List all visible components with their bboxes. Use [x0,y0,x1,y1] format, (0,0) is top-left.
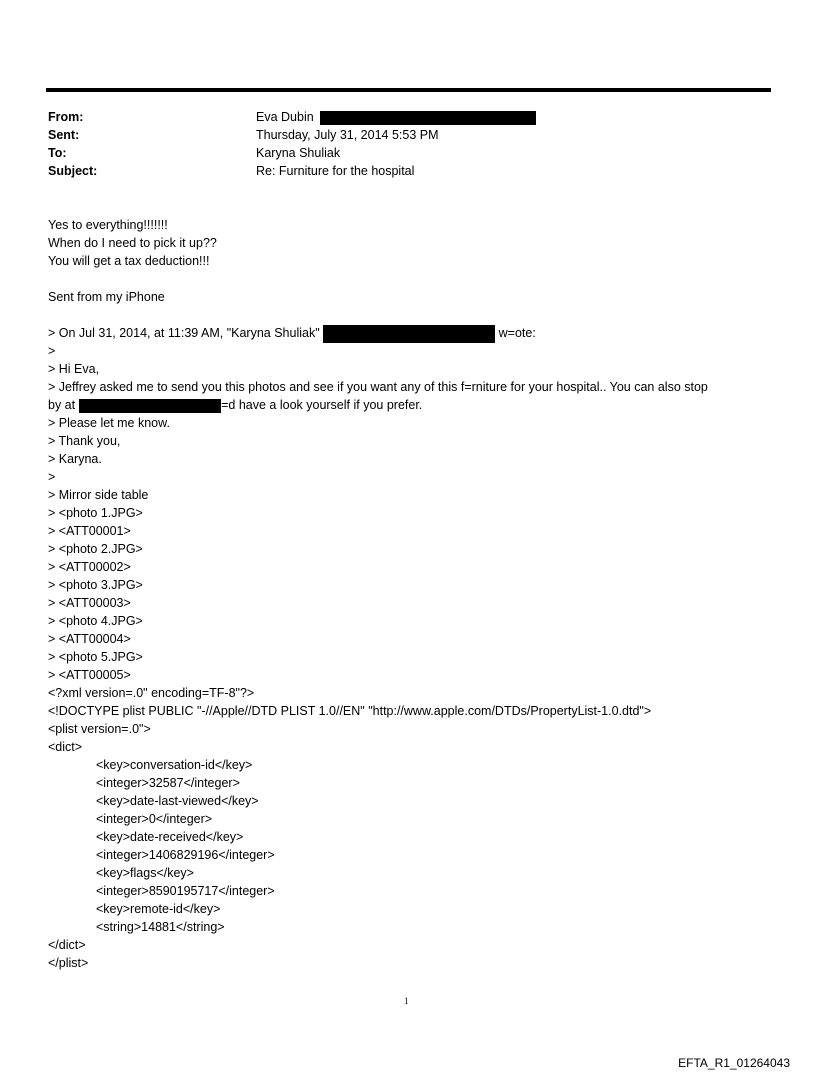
plist-entry: <key>remote-id</key> [96,902,221,916]
plist-open: <plist version=.0"> [48,722,151,736]
reply-line-1: Yes to everything!!!!!!! [48,218,168,232]
page-number: 1 [404,996,409,1006]
redaction-address [79,399,221,413]
quote-blank: > [48,344,56,358]
reply-line-2: When do I need to pick it up?? [48,236,217,250]
bates-number: EFTA_R1_01264043 [678,1056,790,1070]
plist-entry: <key>conversation-id</key> [96,758,253,772]
plist-entry: <integer>8590195717</integer> [96,884,275,898]
attachment-line: > <photo 5.JPG> [48,650,143,664]
attachment-line: > <photo 2.JPG> [48,542,143,556]
to-value: Karyna Shuliak [256,146,341,160]
attachment-line: > <photo 1.JPG> [48,506,143,520]
plist-entry: <integer>32587</integer> [96,776,240,790]
quote-name: > Karyna. [48,452,102,466]
quote-thanks: > Thank you, [48,434,121,448]
subject-label: Subject: [48,164,98,178]
plist-entry: <integer>1406829196</integer> [96,848,275,862]
plist-entry: <key>date-received</key> [96,830,244,844]
quote-greeting: > Hi Eva, [48,362,100,376]
dict-close: </dict> [48,938,86,952]
email-body [48,216,778,972]
quote-paragraph: > Jeffrey asked me to send you this photos and see if you want any of this f=rniture for your hospital.. You can also stop [48,380,708,394]
quote-let-know: > Please let me know. [48,416,170,430]
plist-entry: <key>date-last-viewed</key> [96,794,259,808]
plist-close: </plist> [48,956,89,970]
signature: Sent from my iPhone [48,290,165,304]
quote-blank: > [48,470,56,484]
from-value: Eva Dubin [256,110,314,124]
plist-entry: <integer>0</integer> [96,812,213,826]
attachment-line: > <ATT00004> [48,632,131,646]
header-rule [46,88,771,92]
subject-value: Re: Furniture for the hospital [256,164,415,178]
xml-declaration: <?xml version=.0" encoding=TF-8"?> [48,686,255,700]
plist-entry: <key>flags</key> [96,866,194,880]
sent-label: Sent: [48,128,80,142]
attachment-line: > <ATT00001> [48,524,131,538]
attachment-line: > <ATT00005> [48,668,131,682]
attachment-line: > <photo 3.JPG> [48,578,143,592]
reply-line-3: You will get a tax deduction!!! [48,254,210,268]
redaction-attribution-email [323,325,495,343]
to-label: To: [48,146,67,160]
quote-attribution: > On Jul 31, 2014, at 11:39 AM, "Karyna Shuliak" w=ote: [48,324,778,342]
xml-doctype: <!DOCTYPE plist PUBLIC "-//Apple//DTD PLIST 1.0//EN" "http://www.apple.com/DTDs/PropertyList-1.0.dtd"> [48,704,652,718]
from-label: From: [48,110,84,124]
redaction-from-email [320,111,536,125]
dict-open: <dict> [48,740,83,754]
attachment-line: > <photo 4.JPG> [48,614,143,628]
quote-item: > Mirror side table [48,488,149,502]
attachment-line: > <ATT00002> [48,560,131,574]
quote-paragraph-cont: by at =d have a look yourself if you prefer. [48,398,423,412]
sent-value: Thursday, July 31, 2014 5:53 PM [256,128,439,142]
plist-entry: <string>14881</string> [96,920,225,934]
attachment-line: > <ATT00003> [48,596,131,610]
